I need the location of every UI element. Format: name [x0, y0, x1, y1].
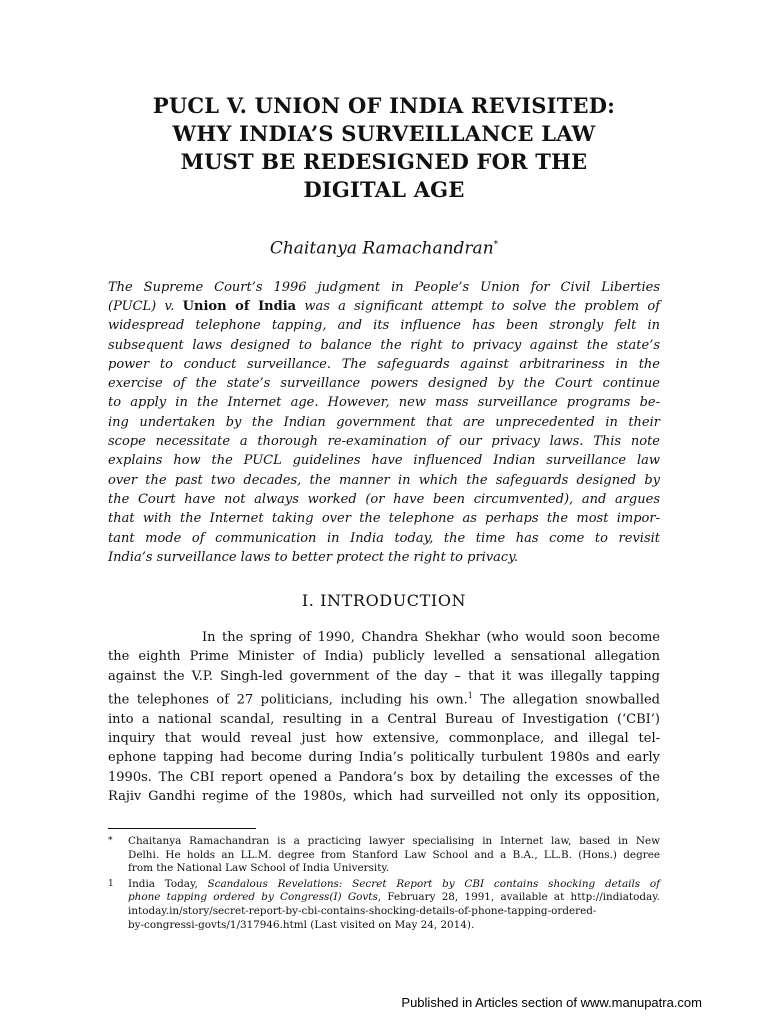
publisher-footer: Published in Articles section of www.manupatra.com	[401, 995, 702, 1010]
abstract-line: over the past two decades, the manner in which the safeguards designed by	[108, 472, 660, 488]
footnote-1	[108, 878, 660, 932]
title-line: PUCL V. UNION OF INDIA REVISITED:	[152, 93, 616, 118]
abstract-text: (PUCL) v.	[108, 298, 175, 314]
footnote-citation-title: phone tapping ordered by Congress(I) Govts	[128, 891, 378, 904]
abstract-line: India’s surveillance laws to better protect the right to privacy.	[108, 549, 518, 565]
footnote-mark: *	[108, 836, 113, 847]
abstract-line: explains how the PUCL guidelines have influenced Indian surveillance law	[108, 453, 660, 469]
abstract-line: to apply in the Internet age. However, new mass surveillance programs be-	[108, 395, 660, 411]
abstract-text: was a significant attempt to solve the problem of	[304, 298, 661, 314]
article-page	[108, 92, 660, 932]
author-footnote-mark: *	[493, 240, 499, 250]
footnote-line: Chaitanya Ramachandran is a practicing lawyer specialising in Internet law, based in New	[128, 835, 660, 848]
abstract-line: that with the Internet taking over the telephone as perhaps the most impor-	[108, 511, 660, 527]
abstract-line: widespread telephone tapping, and its influence has been strongly felt in	[108, 318, 660, 334]
footnote-ref[interactable]: 1	[467, 691, 473, 700]
body-line: into a national scandal, resulting in a Central Bureau of Investigation (‘CBI’)	[108, 711, 660, 727]
article-title	[108, 92, 660, 204]
abstract-line: exercise of the state’s surveillance powers designed by the Court continue	[108, 376, 660, 392]
abstract-line: the Court have not always worked (or have been circumvented), and argues	[108, 491, 660, 507]
body-line: 1990s. The CBI report opened a Pandora’s box by detailing the excesses of the	[108, 769, 660, 785]
body-line: against the V.P. Singh-led government of the day – that it was illegally tapping	[108, 668, 660, 684]
footnote-url-line[interactable]: intoday.in/story/secret-report-by-cbi-contains-shocking-details-of-phone-tapping-ordered-	[128, 905, 597, 918]
section-heading: I. INTRODUCTION	[301, 591, 467, 611]
abstract-line: tant mode of communication in India today, the time has come to revisit	[108, 530, 660, 546]
footnote-line: Delhi. He holds an LL.M. degree from Stanford Law School and a B.A., LL.B. (Hons.) degree	[128, 848, 660, 861]
footnote-text: India Today,	[128, 877, 208, 890]
abstract-line: ing undertaken by the Indian government that are unprecedented in their	[108, 414, 660, 430]
title-line: MUST BE REDESIGNED FOR THE	[180, 149, 588, 174]
footnote-author	[108, 835, 660, 876]
body-line	[108, 686, 660, 710]
body-text-run: the telephones of 27 politicians, including his own.	[108, 692, 468, 708]
body-text-run: The allegation snowballed	[472, 692, 661, 708]
title-line: WHY INDIA’S SURVEILLANCE LAW	[172, 121, 596, 146]
body-text	[108, 628, 660, 806]
author-name: Chaitanya Ramachandran	[269, 238, 494, 259]
body-line: ephone tapping had become during India’s politically turbulent 1980s and early	[108, 750, 660, 766]
author-byline	[108, 234, 660, 260]
footnote-divider	[108, 828, 256, 829]
body-line: Rajiv Gandhi regime of the 1980s, which had surveilled not only its opposition,	[108, 788, 660, 804]
footnote-line: from the National Law School of India University.	[128, 862, 390, 875]
footnote-line	[128, 878, 660, 892]
footnote-mark: 1	[108, 878, 114, 889]
case-name: Union of India	[182, 298, 297, 314]
footnote-text[interactable]: , February 28, 1991, available at http://indiatoday.	[377, 891, 660, 904]
footnote-line	[128, 891, 660, 905]
abstract-line: scope necessitate a thorough re-examination of our privacy laws. This note	[108, 434, 660, 450]
abstract-line	[108, 297, 660, 316]
title-line: DIGITAL AGE	[303, 177, 465, 202]
footnote-line: by-congressi-govts/1/317946.html (Last visited on May 24, 2014).	[128, 918, 475, 931]
abstract	[108, 278, 660, 567]
body-line: the eighth Prime Minister of India) publicly levelled a sensational allegation	[108, 649, 660, 665]
abstract-line: subsequent laws designed to balance the right to privacy against the state’s	[108, 337, 660, 353]
body-line: inquiry that would reveal just how extensive, commonplace, and illegal tel-	[108, 730, 660, 746]
footnote-citation-title: Scandalous Revelations: Secret Report by CBI contains shocking details of	[207, 877, 661, 890]
abstract-line: power to conduct surveillance. The safeguards against arbitrariness in the	[108, 356, 660, 372]
abstract-line: The Supreme Court’s 1996 judgment in People’s Union for Civil Liberties	[108, 279, 660, 295]
body-line: In the spring of 1990, Chandra Shekhar (who would soon become	[202, 630, 660, 646]
